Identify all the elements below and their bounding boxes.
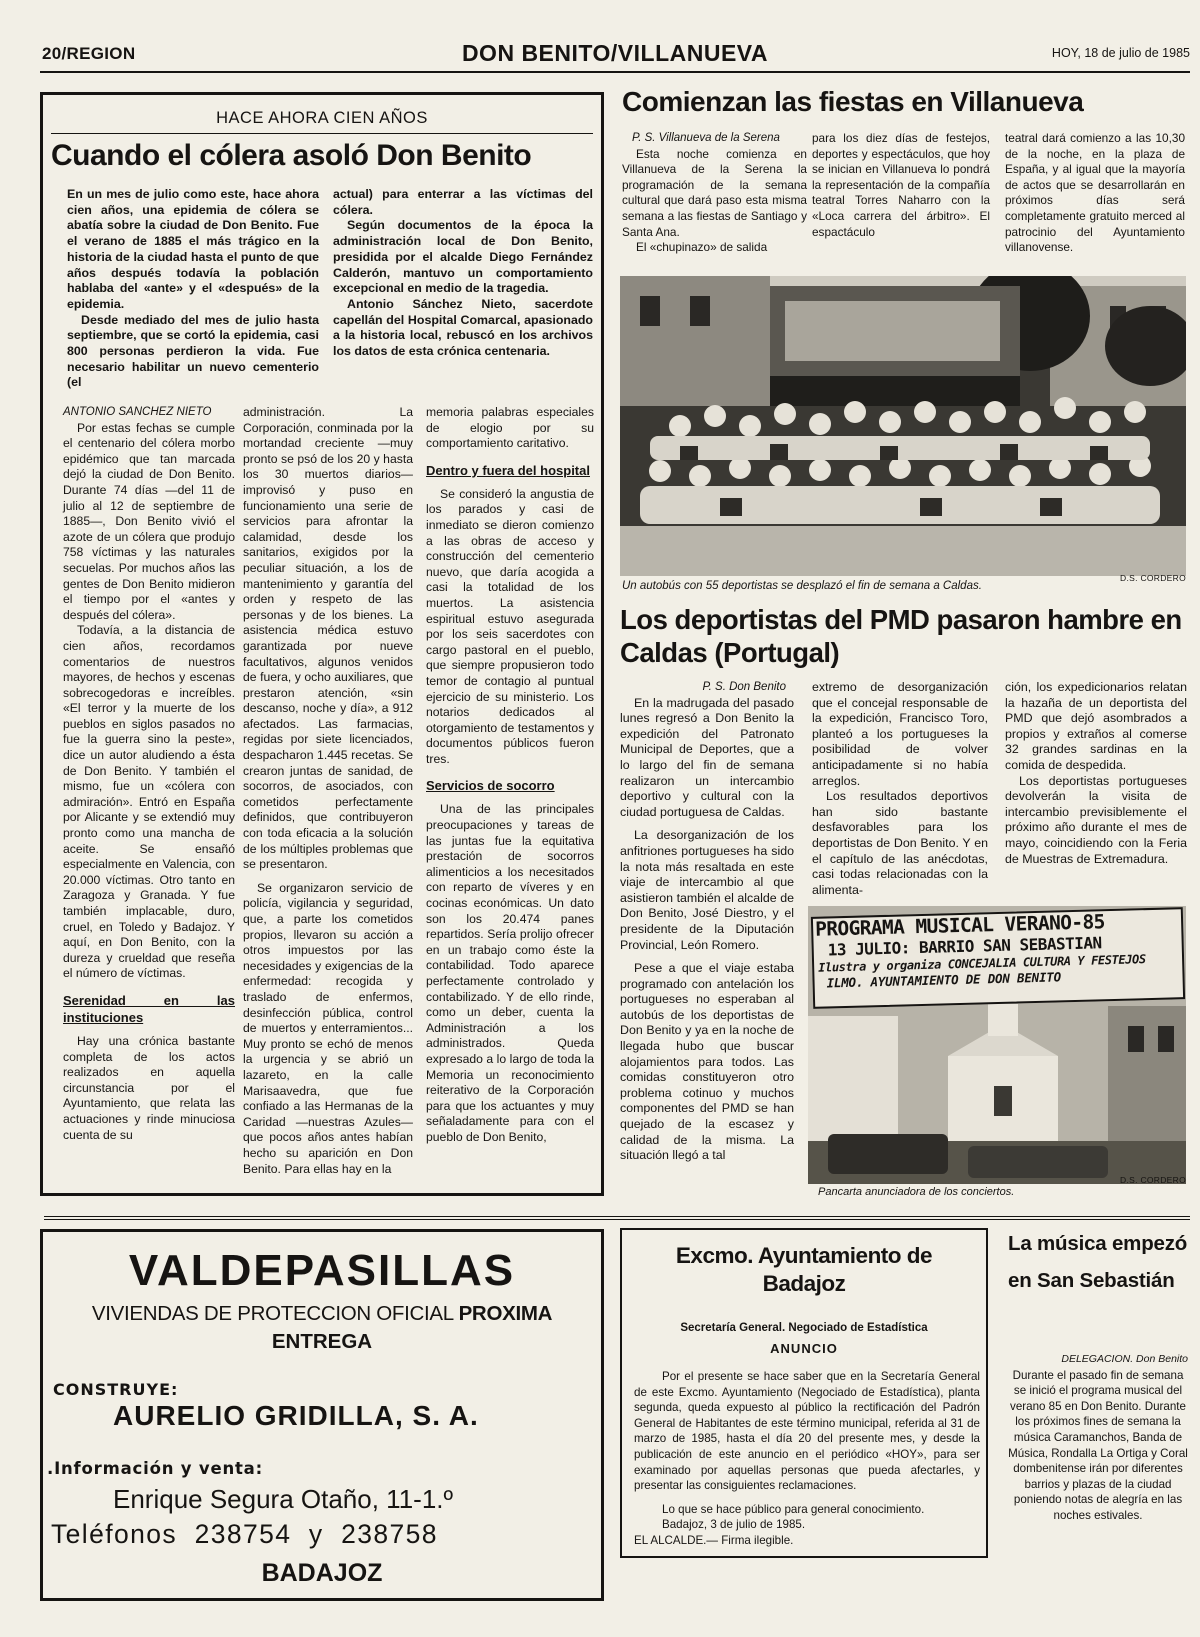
cholera-lead-col1 [67, 187, 319, 391]
subhead: Servicios de socorro [426, 778, 555, 794]
subhead: Serenidad en las instituciones [63, 992, 235, 1025]
team-photo [620, 276, 1186, 576]
ad-line1-bold: PROXIMA [458, 1302, 553, 1325]
body-paragraph: En la madrugada del pasado lunes regresó a Don Benito la expedición del Patronato Municipal de Deportes, que a lo largo del fin de semana realizaron un intercambio deportivo y cultural con la ciudad portuguesa de Caldas. [620, 695, 794, 819]
ad-info-label: .Información y venta: [47, 1459, 264, 1478]
notice-title-line: Excmo. Ayuntamiento de [675, 1243, 933, 1268]
body-paragraph: ción, los expedicionarios relatan la hazaña de un deportista del PMD que dejó asombrados a propios y extraños al comerse 32 grandes sardinas en la comida de despedida. [1005, 680, 1187, 772]
banner-line: 13 JULIO: BARRIO SAN SEBASTIAN [827, 933, 1102, 960]
body-paragraph: Se consideró la angustia de los parados y casi de inmediato se dieron comienzo a las obras de acceso y construcción del cementerio nuevo, que daría acogida a casi la totalidad de los muertos. La asistencia espiritual estuvo asegurada por los seis sacerdotes con cargo pastoral en el pueblo, que siempre propusieron todo temor de contagio al puntual ejercicio de su ministerio. Los notarios dedicados al otorgamiento de testamentos y documentos públicos fueron tres. [426, 486, 594, 766]
body-paragraph: Una de las principales preocupaciones y tareas de las juntas fue la equitativa prestación de socorros alimenticios a los necesitados con reparto de víveres y en cocinas económicas. Un dato son los 20.474 panes repartidos. Sería prolijo ofrecer en un trabajo como éste la contabilidad. Todo aparece perfectamente controlado y contabilizado. Y de ello rinde, como un deber, cuenta la Administración a los administrados. Queda expresado a lo largo de toda la Memoria un reconocimiento reiterativo de la Corporación para que los actuantes y muy señaladamente para con el pueblo de Don Benito, [426, 802, 594, 1144]
lead-paragraph: Según documentos de la época la administración local de Don Benito, presidida por el alcalde Diego Fernández Calderón, mantuvo un comportamiento excepcional en medio de la tragedia. [333, 218, 593, 296]
team-photo-caption: Un autobús con 55 deportistas se desplazó el fin de semana a Caldas. [622, 580, 982, 592]
ad-builder-label: CONSTRUYE: [53, 1380, 179, 1399]
banner-line: Ilustra y organiza CONCEJALIA CULTURA Y FESTEJOS [818, 952, 1146, 975]
cholera-col2 [243, 405, 413, 1177]
badajoz-notice [620, 1228, 988, 1558]
lead-paragraph: actual) para enterrar a las víctimas del cólera. [333, 187, 593, 217]
body-paragraph: Durante el pasado fin de semana se inició el programa musical del verano 85 en Don Benito. Durante los próximos fines de semana la música Caramanchos, Banda de Música, Rondalla La Ortiga y Coral dombenitense irán por diferentes barrios y plazas de la ciudad poniendo notas de alegría en las noches estivales. [1008, 1368, 1188, 1522]
body-paragraph: Los resultados deportivos han sido bastante desfavorables para los deportistas de Don Benito. Y en el capítulo de las anécdotas, casi todas relacionadas con la alimenta- [812, 789, 988, 897]
ad-builder: AURELIO GRIDILLA, S. A. [113, 1400, 479, 1431]
banner-photo-caption: Pancarta anunciadora de los conciertos. [818, 1186, 1015, 1198]
banner-photo-credit: D.S. CORDERO [1120, 1175, 1186, 1185]
body-paragraph: para los diez días de festejos, deportes y espectáculos, que hoy se inician en Villanueva lo pondrá la representación de la compañía teatral Torres Naharro con la «Loca carrera del árbitro». El espactáculo [812, 131, 990, 239]
body-paragraph: Hay una crónica bastante completa de los actos realizados en aquella circunstancia por el Ayuntamiento, que relata las actuaciones y rinde minuciosa cuenta de su [63, 1033, 235, 1142]
pmd-col2 [812, 680, 988, 898]
fiestas-col2 [812, 131, 990, 240]
pmd-headline: Los deportistas del PMD pasaron hambre en Caldas (Portugal) [620, 604, 1182, 668]
musica-body [1008, 1352, 1188, 1524]
fiestas-headline: Comienzan las fiestas en Villanueva [622, 86, 1084, 117]
notice-closing: Lo que se hace público para general conocimiento. [662, 1502, 925, 1516]
lead-paragraph: En un mes de julio como este, hace ahora cien años, una epidemia de cólera se abatía sobre la ciudad de Don Benito. Fue el verano de 1885 el más trágico en la historia de la ciudad hasta el punto de que años después todavía la población hablaba del «ante» y el «después» de la epidemia. [67, 187, 319, 311]
page-title: DON BENITO/VILLANUEVA [461, 40, 769, 66]
ad-brand: VALDEPASILLAS [128, 1246, 516, 1295]
team-photo-credit: D.S. CORDERO [1120, 573, 1186, 583]
byline: P. S. Don Benito [702, 681, 786, 693]
ad-address: Enrique Segura Otaño, 11-1.º [113, 1484, 454, 1514]
banner-photo [808, 906, 1186, 1184]
pmd-col3 [1005, 680, 1187, 867]
banner-line: PROGRAMA MUSICAL VERANO-85 [814, 910, 1106, 941]
page-section: 20/REGION [42, 44, 136, 63]
body-paragraph: extremo de desorganización que el concejal responsable de la expedición, Francisco Toro, planteó a los portugueses la posibilidad de volver anticipadamente si no había arreglos. [812, 680, 988, 788]
notice-body [634, 1369, 980, 1549]
masthead-rule [40, 71, 1190, 73]
section-rule [44, 1216, 1190, 1220]
body-paragraph: Se organizaron servicio de policía, vigilancia y seguridad, que, a parte los cometidos propios, llevaron su acción a otros impuestos por las necesidades y exigencias de la enfermedad: recogida y traslado de enfermos, desinfección pública, control de muertos y enterramientos... Muy pronto se echó de menos la urgencia y se abrió un lazareto, en la calle Marisaavedra, que fue confiado a las Hermanas de la Caridad —nuestras Azules— que pocos años antes habían hecho su aparición en Don Benito. Para ellas hay en la [243, 880, 413, 1176]
fiestas-col1 [622, 131, 807, 256]
body-paragraph: El «chupinazo» de salida [636, 240, 768, 255]
cholera-col3 [426, 405, 594, 1146]
body-paragraph: Todavía, a la distancia de cien años, recordamos comentarios de nuestros mayores, de hechos y escenas sobrecogedoras e increíbles. «El terror y la muerte de los pueblos en siglos pasados no fue la guerra sino la peste», dice un autor aludiendo a ésta de Don Benito. Y también el mismo, fue un «cólera con admiración». Entró en España por Alicante y se extendió muy pronto como una mancha de aceite. Se ensañó especialmente en Valencia, con 20.000 víctimas. Otro tanto en Zaragoza y Granada. Y fue también implacable, duro, cruel, en Toledo y Badajoz. Y aquí, en Don Benito, con la dureza y crueldad que reseña el número de víctimas. [63, 623, 235, 981]
cholera-article [40, 92, 604, 1196]
body-paragraph: administración. La Corporación, conminada por la mortandad creciente —muy pronto se psó de los 20 y hasta los 30 muertos diarios— improvisó y puso en funcionamiento una serie de servicios para afrontar la calamidad, desde los sanitarios, exigidos por la peculiar situación, a los de mantenimiento y garantía del orden y respeto de las personas y de los bienes. La asistencia médica estuvo garantizada por nueve facultativos, algunos venidos de fuera, y ocho auxiliares, que prestaron atención, «sin descanso, noche y día», a 912 afectados. Las farmacias, regidas por siete licenciados, despacharon 1.445 recetas. Se crearon juntas de sanidad, de socorros, de asociados, con cometidos perfectamente definidos, que contribuyeron con toda eficacia a la solución de los múltiples problemas que se presentaron. [243, 405, 413, 872]
body-paragraph: Por estas fechas se cumple el centenario del cólera morbo epidémico que tan marcada dejó la ciudad de Don Benito. Durante 74 días —del 11 de julio al 12 de septiembre de 1885—, Don Benito vivió el azote de un cólera que produjo 758 víctimas y las naturales secuelas. Por muchos años las gentes de Don Benito midieron el tiempo por el «antes y después del cólera». [63, 420, 235, 622]
notice-paragraph: Por el presente se hace saber que en la Secretaría General de este Excmo. Ayuntamiento (Negociado de Estadística), planta segunda, queda expuesto al público la rectificación del Padrón General de Habitantes de este término municipal, referida al 31 de marzo de 1985, hasta el día 20 del presente mes, y desde la publicación de este anuncio en el periódico «HOY», para ser examinado por aquellas personas que pueda afectarles, y presentar las consiguientes reclamaciones. [634, 1370, 980, 1493]
cholera-headline: Cuando el cólera asoló Don Benito [51, 139, 532, 172]
notice-date: Badajoz, 3 de julio de 1985. [662, 1518, 806, 1532]
musica-headline: La música empezó en San Sebastián [1008, 1232, 1188, 1292]
body-paragraph: Los deportistas portugueses devolverán la visita de intercambio previsiblemente el próximo año durante el mes de mayo, coincidiendo con la Feria de Muestras de Extremadura. [1005, 773, 1187, 866]
body-paragraph: memoria palabras especiales de elogio por su comportamiento caritativo. [426, 405, 594, 451]
notice-title-line: Badajoz [762, 1271, 846, 1296]
notice-dept: Secretaría General. Negociado de Estadística [680, 1322, 928, 1334]
masthead [40, 40, 1190, 70]
notice-label: ANUNCIO [770, 1341, 838, 1356]
notice-title [622, 1242, 986, 1298]
byline: ANTONIO SANCHEZ NIETO [63, 406, 212, 418]
pmd-col1 [620, 680, 794, 1164]
ad-line1-regular: VIVIENDAS DE PROTECCION OFICIAL [91, 1302, 454, 1325]
notice-signature: EL ALCALDE.— Firma ilegible. [634, 1533, 794, 1547]
lead-paragraph: Desde mediado del mes de julio hasta septiembre, que se cortó la epidemia, casi 800 personas perdieron la vida. Fue necesario habilitar un nuevo cementerio (el [67, 312, 319, 390]
cholera-kicker: HACE AHORA CIEN AÑOS [216, 109, 428, 127]
body-paragraph: La desorganización de los anfitriones portugueses ha sido la nota más resaltada en este viaje de intercambio al que asistieron también el alcalde de Don Benito, José Diestro, y el presidente de la Diputación Provincial, León Romero. [620, 828, 794, 952]
subhead: Dentro y fuera del hospital [426, 462, 590, 478]
lead-paragraph: Antonio Sánchez Nieto, sacerdote capellán del Hospital Comarcal, apasionado a la historia local, rebuscó en los archivos los datos de esta crónica centenaria. [333, 296, 593, 359]
ad-phones: Teléfonos 238754 y 238758 [51, 1519, 438, 1549]
valdepasillas-ad [40, 1229, 604, 1601]
body-paragraph: teatral dará comienzo a las 10,30 de la noche, en la plaza de España, y al igual que la mayoría de actos que se desarrollarán en próximos días será completamente gratuito merced al patrocinio del Ayuntamiento villanovense. [1005, 131, 1185, 255]
fiestas-col3 [1005, 131, 1185, 256]
body-paragraph: Esta noche comienza en Villanueva de la Serena la programación de la semana cultural que dará paso esta misma semana a las fiestas de Santiago y Santa Ana. [622, 146, 807, 239]
byline: DELEGACION. Don Benito [1061, 1353, 1188, 1365]
page-date: HOY, 18 de julio de 1985 [1051, 46, 1190, 60]
cholera-col1 [63, 405, 235, 1143]
kicker-rule [51, 133, 593, 134]
ad-line1 [43, 1302, 601, 1326]
byline: P. S. Villanueva de la Serena [632, 132, 780, 144]
body-paragraph: Pese a que el viaje estaba programado con antelación los portugueses no esperaban al autobús de los deportistas de Don Benito y ya en la noche de llegada hubo que buscar alojamientos para todos. Las comidas constituyeron otro problema cotinuo y muchos componentes del PMD se han quejado de la escasez y calidad de la misma. La situación llegó a tal [620, 961, 794, 1163]
cholera-lead-col2 [333, 187, 593, 360]
banner-line: ILMO. AYUNTAMIENTO DE DON BENITO [826, 969, 1062, 991]
ad-line2: ENTREGA [271, 1330, 373, 1353]
concert-banner [811, 907, 1185, 1009]
ad-city: BADAJOZ [261, 1559, 383, 1587]
team-photo-image [620, 276, 1186, 576]
